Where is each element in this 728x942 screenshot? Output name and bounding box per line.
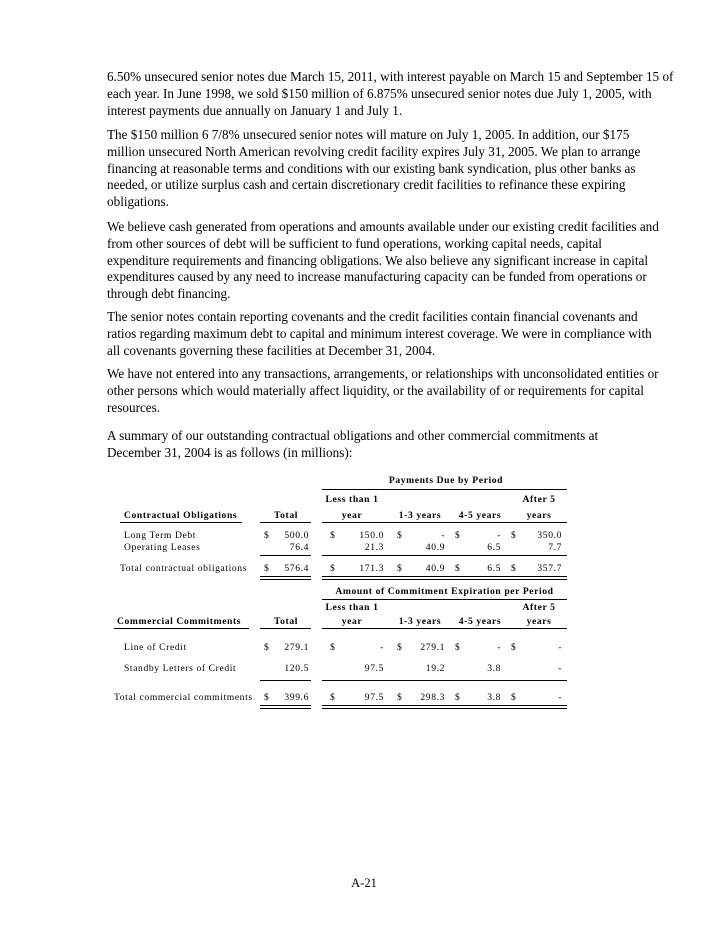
col-header-title: Contractual Obligations [124,510,238,521]
text-line: resources. [107,399,161,415]
col-header-less-than-1: Less than 1 [325,602,379,613]
cell-4-5-years: - [497,530,501,541]
currency-symbol: $ [264,642,270,653]
text-line: interest payments due annually on January 1 and July 1. [107,102,403,118]
row-label: Standby Letters of Credit [124,663,237,674]
total-cell-4-5-years: 3.8 [487,692,501,703]
col-header-1-3-years: 1-3 years [398,616,442,627]
total-cell-less-than-1: 97.5 [364,692,384,703]
row-label: Line of Credit [124,642,187,653]
cell-after-5: - [558,663,562,674]
text-line: expenditure requirements and financing obligations. We also believe any significant increase in capital [107,252,649,268]
text-line: December 31, 2004 is as follows (in millions): [107,444,353,460]
cell-less-than-1: 150.0 [359,530,384,541]
total-row-label: Total commercial commitments [114,692,253,703]
total-row-label: Total contractual obligations [120,563,248,574]
cell-less-than-1: 97.5 [364,663,384,674]
double-underline [260,576,311,580]
currency-symbol: $ [511,642,517,653]
text-line: expenditures caused by any need to increase manufacturing capacity can be funded from operations or [107,269,647,285]
divider [322,522,567,523]
total-cell-after-5: 357.7 [537,563,562,574]
text-line: ratios regarding maximum debt to capital and minimum interest coverage. We were in compliance with [107,325,652,341]
currency-symbol: $ [455,530,461,541]
total-cell-total: 399.6 [284,692,309,703]
group-header: Amount of Commitment Expiration per Period [335,586,554,597]
cell-4-5-years: 3.8 [487,663,501,674]
cell-total: 279.1 [284,642,309,653]
cell-4-5-years: 6.5 [487,542,501,553]
row-label: Operating Leases [124,542,201,553]
currency-symbol: $ [330,563,336,574]
total-cell-after-5: - [558,692,562,703]
currency-symbol: $ [455,563,461,574]
currency-symbol: $ [397,530,403,541]
text-line: The $150 million 6 7/8% unsecured senior notes will mature on July 1, 2005. In addition, our $175 [107,127,630,142]
currency-symbol: $ [455,692,461,703]
divider [260,522,311,523]
currency-symbol: $ [330,692,336,703]
cell-after-5: - [558,642,562,653]
text-line: The senior notes contain reporting covenants and the credit facilities contain financial covenants and [107,309,638,324]
cell-1-3-years: - [441,530,445,541]
currency-symbol: $ [511,563,517,574]
cell-total: 76.4 [289,542,309,553]
row-label: Long Term Debt [124,530,197,541]
currency-symbol: $ [455,642,461,653]
cell-total: 500.0 [284,530,309,541]
text-line: from other sources of debt will be sufficient to fund operations, working capital needs, capital [107,235,602,251]
currency-symbol: $ [330,530,336,541]
text-line: obligations. [107,194,169,210]
col-header-total: Total [274,616,298,627]
cell-total: 120.5 [284,663,309,674]
col-header-total: Total [274,510,298,521]
text-line: We have not entered into any transactions, arrangements, or relationships with unconsolidated entities or [107,366,659,381]
col-header-1-3-years: 1-3 years [398,510,442,521]
cell-after-5: 7.7 [548,542,562,553]
divider [120,522,242,523]
page-number: A-21 [351,876,377,890]
col-header-4-5-years: 4-5 years [458,616,502,627]
total-cell-1-3-years: 40.9 [425,563,445,574]
cell-1-3-years: 279.1 [420,642,445,653]
total-cell-1-3-years: 298.3 [420,692,445,703]
group-header: Payments Due by Period [388,475,504,486]
text-line: other persons which would materially affect liquidity, or the availability of or requirements for capital [107,382,644,398]
col-header-years: years [526,616,552,627]
cell-after-5: 350.0 [537,530,562,541]
currency-symbol: $ [511,692,517,703]
col-header-4-5-years: 4-5 years [458,510,502,521]
text-line: A summary of our outstanding contractual obligations and other commercial commitments at [107,428,599,443]
text-line: 6.50% unsecured senior notes due March 15, 2011, with interest payable on March 15 and September 15 of [107,69,674,84]
cell-less-than-1: - [380,642,384,653]
currency-symbol: $ [511,530,517,541]
cell-4-5-years: - [497,642,501,653]
text-line: needed, or utilize surplus cash and certain discretionary credit facilities to refinance these expiring [107,177,626,193]
divider [322,555,567,556]
total-cell-less-than-1: 171.3 [359,563,384,574]
divider [322,489,567,490]
col-header-less-than-1: Less than 1 [325,494,379,505]
text-line: all covenants governing these facilities at December 31, 2004. [107,342,436,358]
double-underline [322,576,567,580]
col-header-years: years [526,510,552,521]
text-line: through debt financing. [107,286,231,302]
col-header-year: year [341,510,363,521]
col-header-year: year [341,616,363,627]
currency-symbol: $ [264,530,270,541]
col-header-after-5: After 5 [522,494,556,505]
text-line: each year. In June 1998, we sold $150 million of 6.875% unsecured senior notes due July 1, 2005, with [107,85,652,101]
currency-symbol: $ [397,692,403,703]
total-cell-total: 576.4 [284,563,309,574]
currency-symbol: $ [264,563,270,574]
col-header-after-5: After 5 [522,602,556,613]
currency-symbol: $ [397,642,403,653]
currency-symbol: $ [330,642,336,653]
text-line: million unsecured North American revolving credit facility expires July 31, 2005. We plan to arrange [107,143,641,159]
divider [260,555,311,556]
cell-1-3-years: 40.9 [425,542,445,553]
total-cell-4-5-years: 6.5 [487,563,501,574]
currency-symbol: $ [397,563,403,574]
col-header-title: Commercial Commitments [117,616,242,627]
currency-symbol: $ [264,692,270,703]
cell-less-than-1: 21.3 [364,542,384,553]
text-line: We believe cash generated from operations and amounts available under our existing credit facilities and [107,219,659,234]
text-line: financing at reasonable terms and conditions with our existing bank syndication, plus other banks as [107,160,636,176]
cell-1-3-years: 19.2 [425,663,445,674]
